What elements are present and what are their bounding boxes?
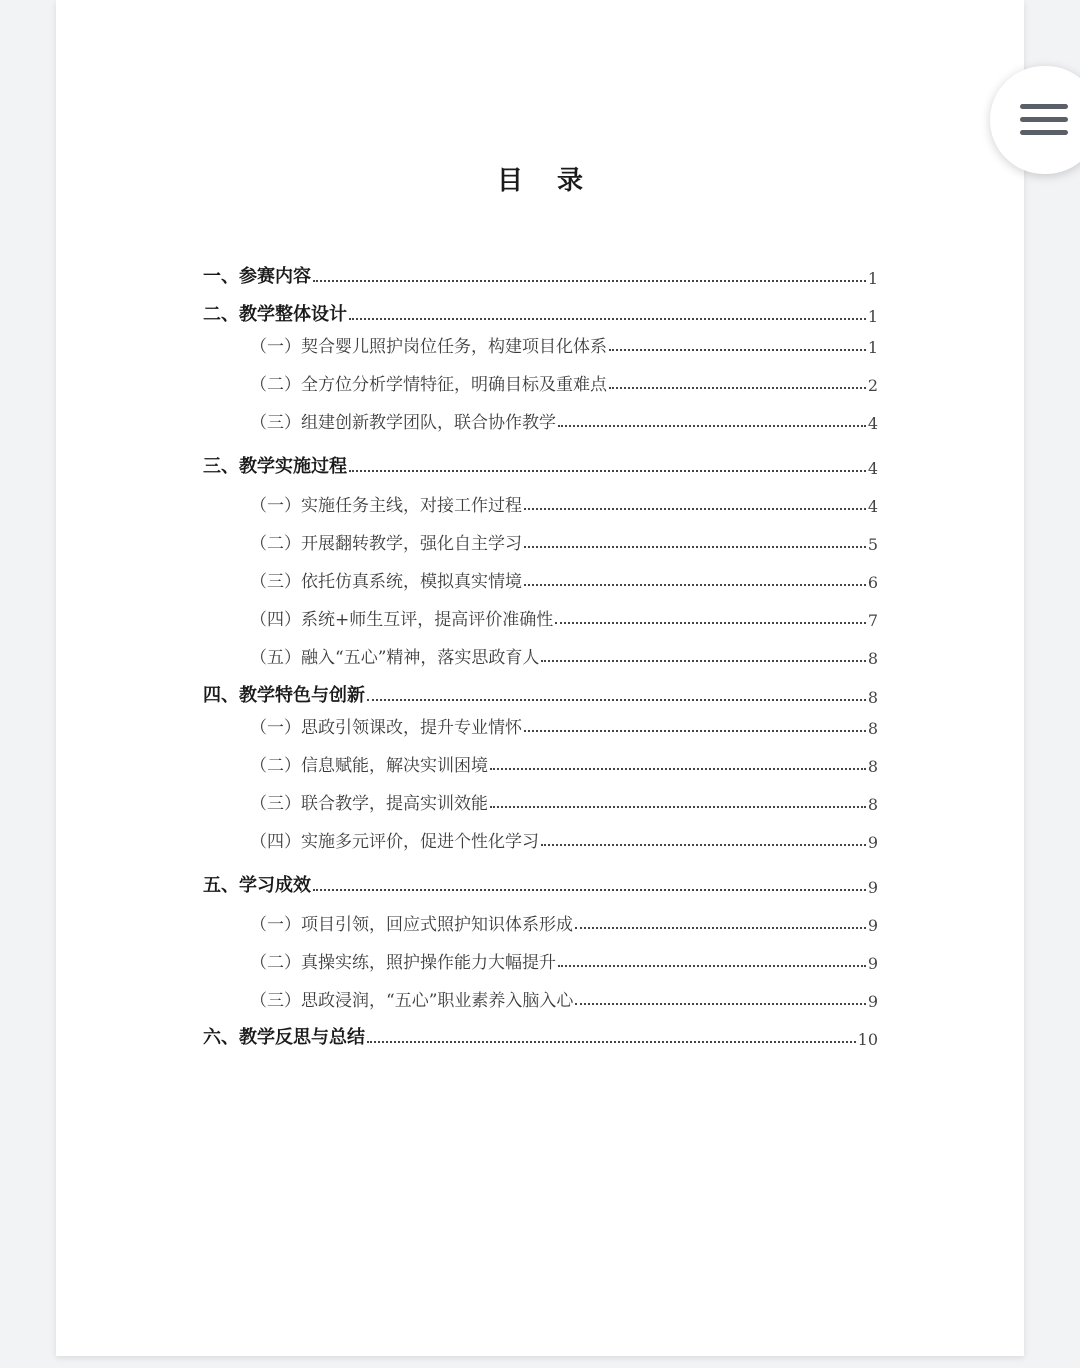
toc-entry-text: （三）联合教学，提高实训效能 (250, 794, 488, 814)
toc-page-number: 1 (867, 269, 878, 288)
toc-leader-dots (349, 318, 866, 320)
toc-title: 目录 (496, 166, 617, 196)
toc-entry-text: （三）组建创新教学团队，联合协作教学 (250, 413, 556, 433)
toc-page-number: 1 (867, 338, 878, 357)
toc-leader-dots (367, 1041, 856, 1043)
toc-page-number: 8 (867, 688, 878, 707)
toc-section-entry[interactable] (203, 300, 878, 326)
toc-leader-dots (524, 730, 866, 732)
toc-page-number: 4 (867, 497, 878, 516)
hamburger-menu-icon-bar-3 (1020, 130, 1068, 135)
toc-section-entry[interactable] (203, 1023, 878, 1049)
toc-page-number: 4 (867, 414, 878, 433)
toc-subsection-entry[interactable] (203, 331, 878, 357)
toc-page-number: 8 (867, 757, 878, 776)
toc-entry-text: （四）实施多元评价，促进个性化学习 (250, 832, 539, 852)
toc-subsection-entry[interactable] (203, 566, 878, 592)
toc-leader-dots (541, 844, 866, 846)
toc-page-number: 9 (867, 916, 878, 935)
toc-entry-text: 四、教学特色与创新 (203, 685, 365, 706)
toc-leader-dots (575, 1003, 865, 1005)
toc-entry-text: （五）融入“五心”精神，落实思政育人 (250, 648, 540, 668)
toc-page-number: 9 (867, 878, 878, 897)
toc-entry-text: （三）依托仿真系统，模拟真实情境 (250, 572, 522, 592)
document-page (56, 0, 1024, 1356)
toc-subsection-entry[interactable] (203, 407, 878, 433)
toc-subsection-entry[interactable] (203, 788, 878, 814)
toc-subsection-entry[interactable] (203, 604, 878, 630)
toc-leader-dots (558, 425, 866, 427)
toc-page-number: 5 (867, 535, 878, 554)
toc-page-number: 8 (867, 795, 878, 814)
toc-subsection-entry[interactable] (203, 947, 878, 973)
toc-leader-dots (609, 387, 866, 389)
toc-page-number: 10 (857, 1030, 878, 1049)
toc-section-entry[interactable] (203, 681, 878, 707)
toc-page-number: 8 (867, 649, 878, 668)
toc-page-number: 9 (867, 833, 878, 852)
toc-subsection-entry[interactable] (203, 642, 878, 668)
toc-subsection-entry[interactable] (203, 909, 878, 935)
toc-subsection-entry[interactable] (203, 490, 878, 516)
toc-page-number: 8 (867, 719, 878, 738)
toc-entry-text: （一）项目引领，回应式照护知识体系形成 (250, 915, 573, 935)
toc-entry-text: 一、参赛内容 (203, 266, 311, 287)
toc-entry-text: （二）信息赋能，解决实训困境 (250, 756, 488, 776)
toc-leader-dots (524, 508, 866, 510)
toc-leader-dots (349, 470, 866, 472)
toc-leader-dots (490, 768, 866, 770)
toc-entry-text: （一）思政引领课改，提升专业情怀 (250, 718, 522, 738)
toc-section-entry[interactable] (203, 262, 878, 288)
hamburger-menu-icon-bar-1 (1020, 104, 1068, 109)
toc-leader-dots (558, 965, 866, 967)
toc-entry-text: （二）全方位分析学情特征，明确目标及重难点 (250, 375, 607, 395)
hamburger-menu-icon-bar-2 (1020, 117, 1068, 122)
toc-entry-text: 六、教学反思与总结 (203, 1027, 365, 1048)
toc-entry-text: （二）真操实练，照护操作能力大幅提升 (250, 953, 556, 973)
toc-leader-dots (609, 349, 866, 351)
toc-page-number: 9 (867, 954, 878, 973)
toc-subsection-entry[interactable] (203, 369, 878, 395)
toc-entry-text: 二、教学整体设计 (203, 304, 347, 325)
toc-page-number: 9 (867, 992, 878, 1011)
toc-entry-text: （三）思政浸润，“五心”职业素养入脑入心 (250, 991, 574, 1011)
toc-subsection-entry[interactable] (203, 750, 878, 776)
toc-page-number: 7 (867, 611, 878, 630)
toc-section-entry[interactable] (203, 871, 878, 897)
toc-subsection-entry[interactable] (203, 712, 878, 738)
toc-entry-text: 五、学习成效 (203, 875, 311, 896)
toc-section-entry[interactable] (203, 452, 878, 478)
toc-subsection-entry[interactable] (203, 528, 878, 554)
toc-entry-text: （四）系统+师生互评，提高评价准确性 (250, 610, 554, 630)
toc-page-number: 1 (867, 307, 878, 326)
toc-page-number: 4 (867, 459, 878, 478)
toc-leader-dots (575, 927, 866, 929)
toc-entry-text: 三、教学实施过程 (203, 456, 347, 477)
toc-subsection-entry[interactable] (203, 826, 878, 852)
toc-leader-dots (555, 622, 866, 624)
toc-leader-dots (490, 806, 866, 808)
toc-page-number: 6 (867, 573, 878, 592)
toc-page-number: 2 (867, 376, 878, 395)
toc-leader-dots (541, 660, 865, 662)
toc-entry-text: （二）开展翻转教学，强化自主学习 (250, 534, 522, 554)
toc-subsection-entry[interactable] (203, 985, 878, 1011)
toc-entry-text: （一）实施任务主线，对接工作过程 (250, 496, 522, 516)
toc-leader-dots (524, 584, 866, 586)
toc-entry-text: （一）契合婴儿照护岗位任务，构建项目化体系 (250, 337, 607, 357)
toc-leader-dots (313, 889, 866, 891)
toc-leader-dots (313, 280, 866, 282)
toc-leader-dots (367, 699, 866, 701)
toc-leader-dots (524, 546, 866, 548)
